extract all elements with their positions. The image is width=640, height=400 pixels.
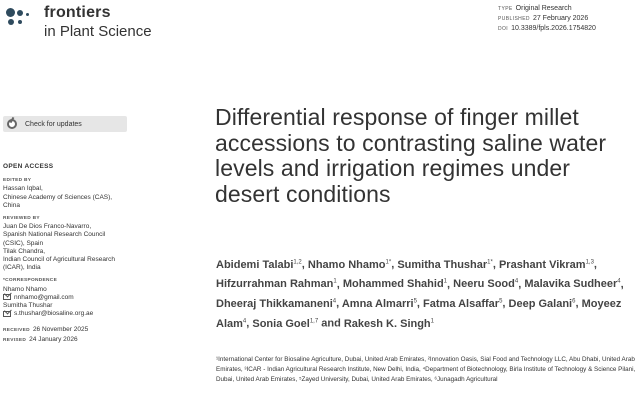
editor-line: China	[3, 201, 20, 209]
correspondent-name: Nhamo Nhamo	[3, 285, 47, 293]
email-icon	[3, 311, 11, 317]
open-access-label: OPEN ACCESS	[3, 163, 54, 170]
check-updates-label: Check for updates	[25, 120, 82, 128]
author-affiliation-marker: 6	[572, 298, 576, 305]
author-affiliation-marker: 4	[617, 278, 621, 285]
author[interactable]	[252, 318, 318, 330]
meta-type-key: TYPE	[498, 6, 513, 12]
author-name: Sumitha Thushar	[397, 258, 488, 271]
journal-brand: frontiers	[44, 4, 111, 21]
author[interactable]	[423, 298, 502, 310]
meta-published-key: PUBLISHED	[498, 16, 530, 22]
author-name: Malavika Sudheer	[524, 278, 618, 291]
author-name: Neeru Sood	[453, 278, 515, 291]
author-affiliation-marker: 1	[443, 278, 448, 285]
author-affiliation-marker: 1,7	[309, 317, 319, 324]
author-affiliation-marker: 1	[430, 317, 434, 324]
author[interactable]	[216, 278, 337, 290]
author-name: Mohammed Shahid	[342, 278, 444, 291]
author[interactable]	[453, 278, 518, 290]
author-affiliation-marker: 5	[499, 298, 503, 305]
reviewed-by-heading: REVIEWED BY	[3, 216, 40, 222]
reviewer-line: Juan De Dios Franco-Navarro,	[3, 223, 92, 231]
author-affiliation-marker: 4	[242, 317, 247, 324]
article-meta	[498, 4, 596, 34]
author-name: Fatma Alsaffar	[423, 297, 500, 310]
author-list: Abidemi Talabi$^{1,2}$, Nhamo Nhamo$^{1*}$, Sumitha Thushar$^{1*}$, Prashant Vikram$^{1,3}$, Hifzurrahman Rahman$^1$, Mohammed Shahid$^1$, Neeru Sood$^4$, Malavika Sudheer$^4$, Dheeraj Thikkamaneni$^4$, Amna Almarri$^5$, Fatma Alsaffar$^5$, Deep Galani$^6$, Moyeez Alam$^4$, Sonia Goel$^{1,7}$ and Rakesh K. Singh$^1$	[216, 258, 624, 330]
author[interactable]	[342, 298, 417, 310]
author-name: Dheeraj Thikkamaneni	[216, 297, 333, 310]
author-name: Sonia Goel	[252, 317, 310, 330]
meta-published-value: 27 February 2026	[532, 15, 589, 22]
author-name: Moyeez Alam	[216, 297, 622, 330]
reviewer-line: Indian Council of Agricultural Research	[3, 256, 116, 264]
author-affiliation-marker: 1,3	[585, 259, 594, 265]
correspondent-name: Sumitha Thushar	[3, 302, 53, 310]
frontiers-logo-icon	[6, 8, 34, 32]
check-for-updates-button[interactable]	[3, 116, 127, 132]
reviewer-line: (CSIC), Spain	[3, 239, 44, 247]
author-affiliation-marker: 1	[333, 278, 337, 285]
author-name: Prashant Vikram	[498, 258, 586, 271]
author-name: Abidemi Talabi	[216, 258, 294, 271]
editor-line: Chinese Academy of Sciences (CAS),	[3, 193, 113, 201]
author[interactable]	[344, 318, 434, 330]
correspondent-email-link[interactable]: nnhamo@gmail.com	[14, 293, 74, 301]
reviewer-line: Spanish National Research Council	[3, 231, 106, 239]
author-name: Deep Galani	[508, 297, 573, 310]
author-name: Hifzurrahman Rahman	[216, 278, 334, 291]
author[interactable]	[308, 259, 391, 271]
check-updates-icon	[7, 119, 17, 129]
meta-doi-key: DOI	[498, 26, 509, 32]
author[interactable]	[499, 259, 594, 271]
reviewer-line: (ICAR), India	[3, 264, 41, 272]
revised-key: REVISED	[3, 337, 27, 343]
meta-doi-value[interactable]: 10.3389/fpls.2026.1754820	[511, 25, 596, 32]
author-affiliation-marker: 4	[514, 278, 519, 285]
affiliations: ¹International Center for Biosaline Agriculture, Dubai, United Arab Emirates, ²Innovation Oasis, Sial Food and Technology LLC, Abu Dhabi, United Arab Emirates, ³ICAR - Indian Agricultural Research Institute, New Delhi, India, ⁴Department of Biotechnology, Birla Institute of Technology & Science Pilani, Dubai, United Arab Emirates, ⁵Zayed University, Dubai, United Arab Emirates, ⁶Junagadh Agricultural	[216, 356, 636, 383]
journal-name: in Plant Science	[44, 23, 152, 41]
article-sidebar	[3, 163, 173, 345]
author[interactable]	[216, 298, 336, 310]
author[interactable]	[397, 259, 493, 271]
correspondence-heading: *CORRESPONDENCE	[3, 278, 58, 284]
author-name: Rakesh K. Singh	[343, 317, 431, 330]
email-icon	[3, 294, 11, 300]
author-name: Nhamo Nhamo	[307, 258, 386, 271]
author[interactable]	[216, 259, 302, 271]
editor-line: Hassan Iqbal,	[3, 185, 43, 193]
received-key: RECEIVED	[3, 328, 30, 334]
meta-type-value: Original Research	[515, 5, 572, 12]
author-name: Amna Almarri	[341, 297, 414, 310]
edited-by-heading: EDITED BY	[3, 178, 32, 184]
author-affiliation-marker: 1,2	[293, 259, 302, 265]
author[interactable]	[343, 278, 447, 290]
author-affiliation-marker: 1*	[385, 259, 392, 265]
correspondent-email-link[interactable]: s.thushar@biosaline.org.ae	[14, 310, 94, 318]
author-affiliation-marker: 5	[413, 298, 417, 305]
author-affiliation-marker: 4	[332, 298, 337, 305]
article-title: Differential response of finger millet accessions to contrasting saline water levels and irrigation regimes under desert conditions	[215, 104, 607, 207]
author[interactable]	[524, 278, 620, 290]
revised-value: 24 January 2026	[29, 335, 78, 343]
journal-logo[interactable]	[6, 4, 152, 41]
author[interactable]	[509, 298, 576, 310]
received-value: 26 November 2025	[32, 326, 89, 334]
reviewer-line: Tilak Chandra,	[3, 247, 46, 255]
author-affiliation-marker: 1*	[487, 259, 493, 265]
